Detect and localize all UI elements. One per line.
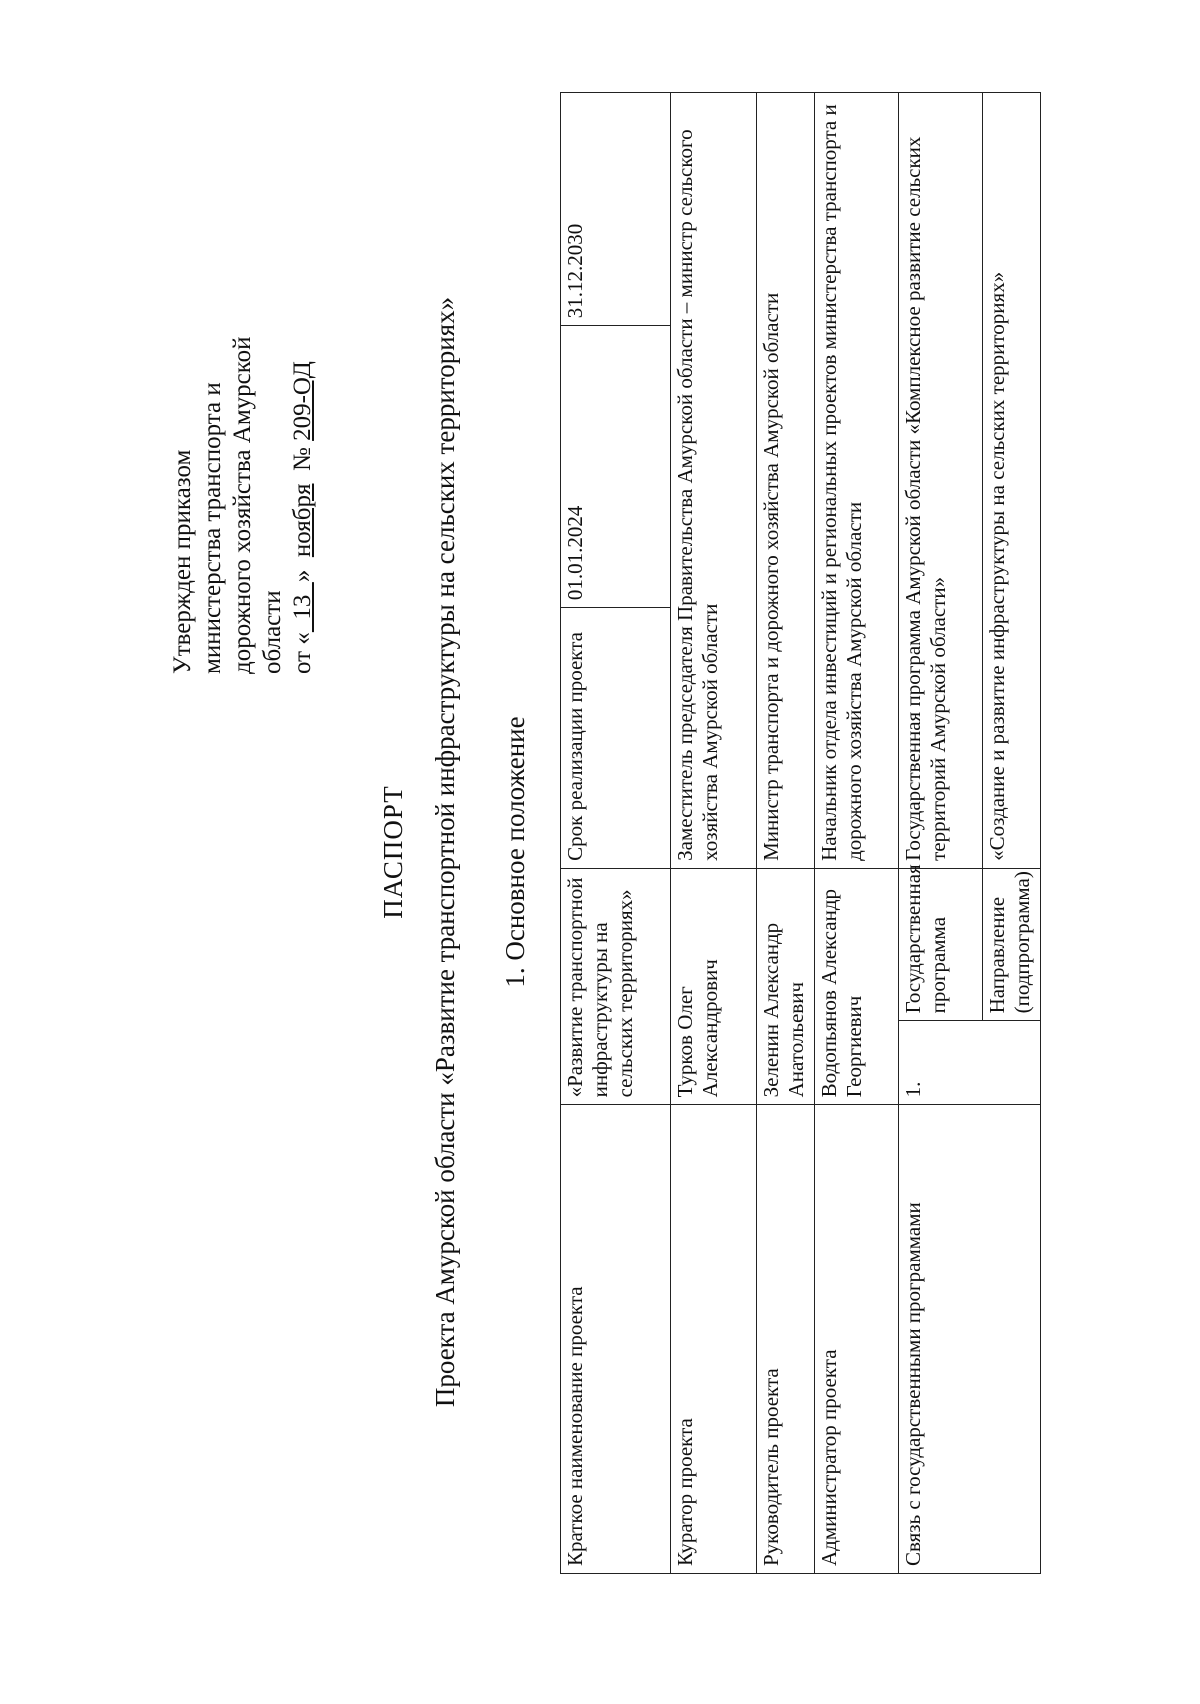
row-label-programs: Связь с государственными программами xyxy=(899,1105,1041,1574)
approval-date-line xyxy=(288,194,318,674)
passport-table xyxy=(560,92,1041,1574)
direction-value: «Создание и развитие инфраструктуры на сельских территориях» xyxy=(983,93,1041,869)
approval-line-1: Утвержден приказом xyxy=(169,449,196,674)
approval-number-prefix: № xyxy=(289,440,316,484)
head-position: Министр транспорта и дорожного хозяйства Амурской области xyxy=(757,93,815,869)
approval-line-3: дорожного хозяйства Амурской xyxy=(229,336,256,674)
approval-date-mid: » xyxy=(289,557,316,583)
document-title: ПАСПОРТ xyxy=(378,785,408,919)
approval-block xyxy=(168,194,318,674)
curator-name: Турков Олег Александрович xyxy=(671,868,757,1105)
period-end: 31.12.2030 xyxy=(561,93,671,326)
table-row xyxy=(757,93,815,1574)
row-label-curator: Куратор проекта xyxy=(671,1105,757,1574)
table-row xyxy=(815,93,899,1574)
table-row xyxy=(899,93,983,1574)
program-value: Государственная программа Амурской области «Комплексное развитие сельских территорий Амурской области» xyxy=(899,93,983,869)
administrator-position: Начальник отдела инвестиций и региональных проектов министерства транспорта и дорожного хозяйства Амурской области xyxy=(815,93,899,869)
program-label: Государственная программа xyxy=(899,868,983,1021)
administrator-name: Водопьянов Александр Георгиевич xyxy=(815,868,899,1105)
table-row xyxy=(561,93,671,1574)
approval-line-4: области xyxy=(259,590,286,674)
short-name-value: «Развитие транспортной инфраструктуры на сельских территориях» xyxy=(561,868,671,1105)
table-row xyxy=(671,93,757,1574)
section-heading: 1. Основное положение xyxy=(500,716,530,988)
direction-label: Направление (подпрограмма) xyxy=(983,868,1041,1021)
row-label-head: Руководитель проекта xyxy=(757,1105,815,1574)
document-subtitle: Проекта Амурской области «Развитие транспортной инфраструктуры на сельских территориях» xyxy=(430,296,460,1408)
approval-date-day: 13 xyxy=(289,582,316,633)
approval-number: 209-ОД xyxy=(289,361,316,441)
head-name: Зеленин Александр Анатольевич xyxy=(757,868,815,1105)
row-label-short-name: Краткое наименование проекта xyxy=(561,1105,671,1574)
period-label: Срок реализации проекта xyxy=(561,608,671,869)
period-start: 01.01.2024 xyxy=(561,326,671,608)
approval-date-prefix: от « xyxy=(289,632,316,674)
curator-position: Заместитель председателя Правительства Амурской области – министр сельского хозяйства Амурской области xyxy=(671,93,757,869)
program-number: 1. xyxy=(899,1021,1041,1105)
row-label-administrator: Администратор проекта xyxy=(815,1105,899,1574)
approval-line-2: министерства транспорта и xyxy=(199,382,226,674)
approval-date-month: ноября xyxy=(289,483,316,558)
